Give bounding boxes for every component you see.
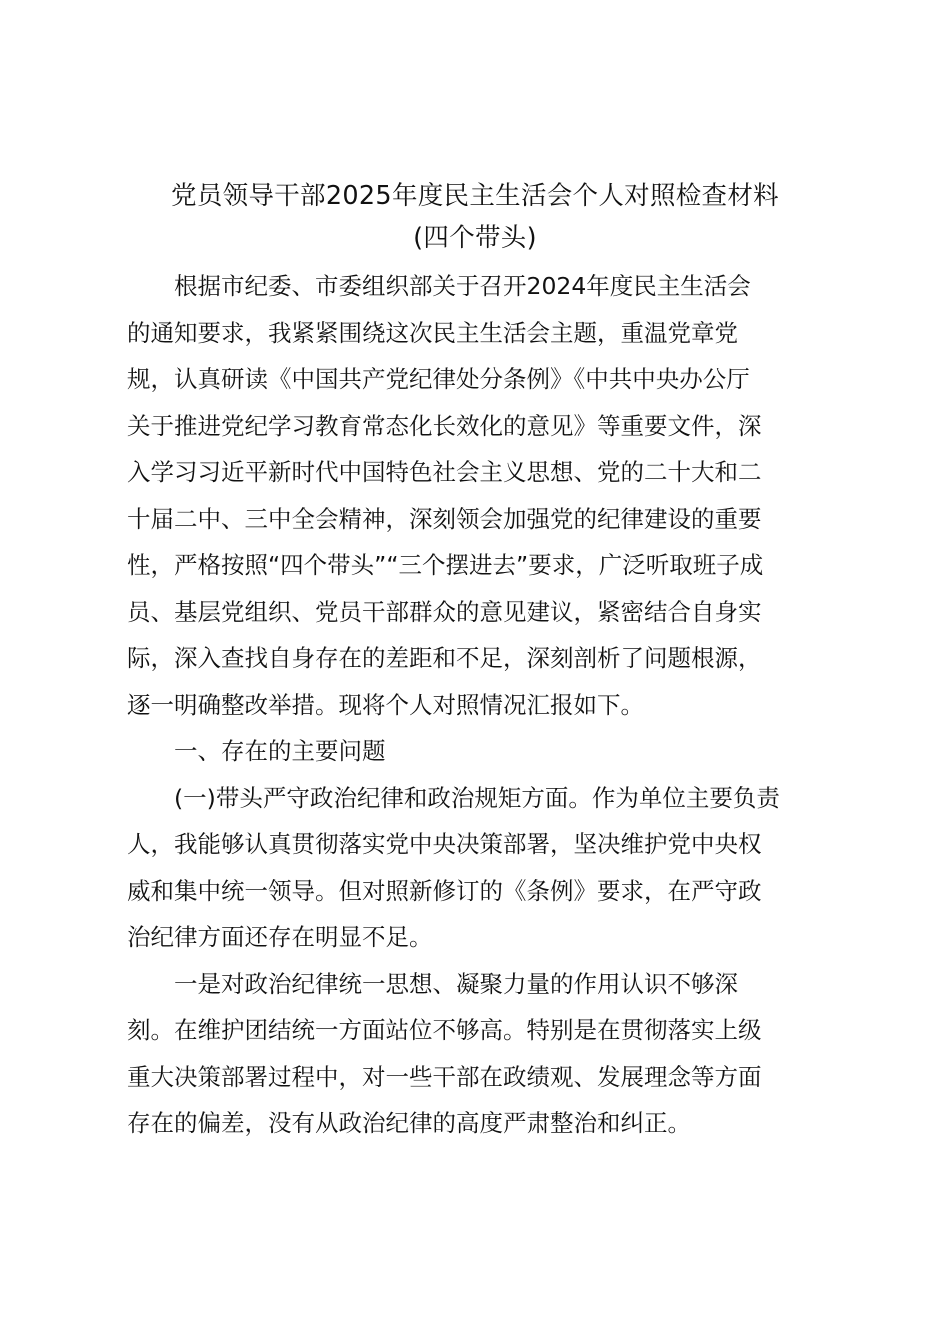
- paragraph-subsection-1: [127, 775, 823, 961]
- text-line: 刻。在维护团结统一方面站位不够高。特别是在贯彻落实上级: [127, 1016, 762, 1044]
- text-line: 规，认真研读《中国共产党纪律处分条例》《中共中央办公厅: [127, 365, 750, 393]
- text-line: (一)带头严守政治纪律和政治规矩方面。作为单位主要负责: [174, 783, 780, 812]
- text-line: 威和集中统一领导。但对照新修订的《条例》要求，在严守政: [127, 876, 762, 905]
- paragraph-point-1: [127, 961, 823, 1147]
- paragraph-introduction: [127, 263, 823, 728]
- text-line: 逐一明确整改举措。现将个人对照情况汇报如下。: [127, 690, 644, 719]
- section-heading: [127, 728, 823, 775]
- text-line: 的通知要求，我紧紧围绕这次民主生活会主题，重温党章党: [127, 318, 738, 347]
- text-line: 性，严格按照“四个带头”“三个摆进去”要求，广泛听取班子成: [127, 551, 764, 579]
- title-line-1: 党员领导干部2025年度民主生活会个人对照检查材料: [171, 181, 779, 211]
- text-line: 治纪律方面还存在明显不足。: [127, 923, 433, 951]
- document-title: [127, 175, 823, 259]
- text-line: 员、基层党组织、党员干部群众的意见建议，紧密结合自身实: [127, 597, 762, 626]
- text-line: 际，深入查找自身存在的差距和不足，深刻剖析了问题根源，: [127, 644, 762, 672]
- text-line: 人，我能够认真贯彻落实党中央决策部署，坚决维护党中央权: [127, 830, 762, 858]
- text-line: 入学习习近平新时代中国特色社会主义思想、党的二十大和二: [127, 458, 762, 486]
- document-body: [127, 175, 823, 1147]
- text-line: 一是对政治纪律统一思想、凝聚力量的作用认识不够深: [174, 969, 738, 998]
- text-line: 存在的偏差，没有从政治纪律的高度严肃整治和纠正。: [127, 1109, 691, 1137]
- section-heading-text: 一、存在的主要问题: [174, 737, 386, 765]
- text-line: 根据市纪委、市委组织部关于召开2024年度民主生活会: [174, 272, 751, 300]
- text-line: 重大决策部署过程中，对一些干部在政绩观、发展理念等方面: [127, 1062, 762, 1091]
- title-line-2: (四个带头): [413, 223, 537, 253]
- text-line: 关于推进党纪学习教育常态化长效化的意见》等重要文件，深: [127, 411, 762, 440]
- document-text: [127, 263, 823, 1147]
- text-line: 十届二中、三中全会精神，深刻领会加强党的纪律建设的重要: [127, 504, 762, 533]
